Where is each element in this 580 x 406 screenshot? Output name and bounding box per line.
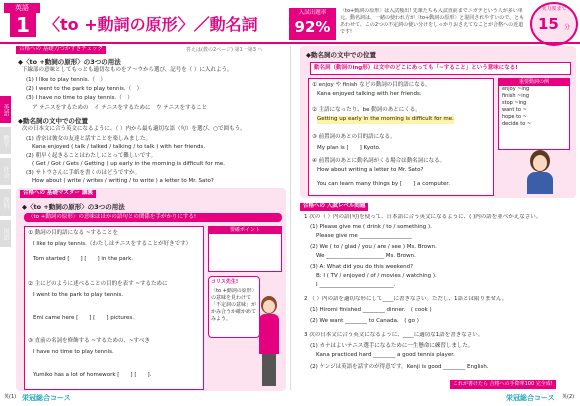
unit-number: 1	[10, 13, 36, 37]
example-line: ① enjoy や finish などの動詞の目的語になる。	[312, 82, 431, 88]
example-line: Tom started [ ] [ ] in the park.	[33, 256, 134, 262]
subject-tag: 英語	[4, 3, 40, 13]
right-brand: 栄冠総合コース	[506, 394, 555, 402]
page-footer	[0, 392, 580, 406]
q2-item: (1) 香奈は彼女の友達と話すことを楽しみました。	[26, 136, 152, 142]
badge-unit: 分	[563, 24, 570, 31]
test-q2: 2 （ ）内の語を適切な形にして____に書きなさい。ただし、1語とは限りません。	[304, 296, 508, 302]
test-q3-item: (1) カナはよいテニス選手になるために一生懸命に練習しました。	[310, 343, 474, 349]
badge-top: 実力度まで	[541, 6, 567, 12]
point-banner: 〈to +動詞の原形〉の意味はほかの語句との関係を手がかりにする!	[24, 213, 282, 222]
test-item: (2) We ( to / glad / you / are / see ) Ms. Brown.	[310, 244, 437, 250]
example-line: I like to play tennis.（わたしはテニスをすることが好きです）	[33, 241, 192, 247]
sub-banner: 動名詞（動詞のing形）は文中のどこにあっても「~すること」という意味になる!	[310, 62, 571, 75]
verb-list-item: want to ~	[502, 107, 527, 113]
test-q2-item: (2) We want ________ to Canada. ( go )	[310, 318, 419, 324]
time-badge	[530, 2, 578, 46]
q2-item: How about ( write / writes / writing / to write ) a letter to Mr. Sato?	[32, 178, 214, 184]
q1-item: (3) I have no time to play tennis.（ ）	[26, 95, 133, 101]
left-page	[16, 46, 286, 391]
check-hint: 答えは(教の2ページ) 第1一第3 へ	[186, 47, 263, 53]
right-page-number: 英(2)	[562, 394, 575, 400]
test-item: Please give me ___________________	[316, 233, 412, 239]
example-line: I went to the park to play tennis.	[33, 292, 124, 298]
right-page	[300, 46, 576, 391]
header-bar	[0, 0, 580, 42]
q2-title: ◆動名詞の文中での位置	[18, 117, 88, 125]
example-box	[24, 226, 204, 390]
callout-text: 〈to +動詞の原形〉の意味を見わけて「不定詞の意味」がかみ合うか確かめてみよう。	[211, 288, 257, 322]
test-item: (1) Please give me ( drink / to / something ).	[310, 224, 432, 230]
example-line: Kana enjoyed talking with her friends.	[317, 91, 422, 97]
test-q2-item: (1) Hiromi finished ________ dinner. ( cook )	[310, 307, 432, 313]
example-line: ② 主語になったり、be 動詞のあとにくる。	[312, 107, 421, 113]
verb-list-item: decide to ~	[502, 121, 532, 127]
page-title: 〈to +動詞の原形〉／動名詞	[44, 15, 258, 34]
test-item: We _____________________ Ms. Brown.	[316, 253, 416, 259]
q1-instructions: 下線部の意味としてもっとも適切なものをア〜ウから選び、記号を（ ）に入れよう。	[22, 67, 233, 73]
tab-japanese[interactable]: 国語	[0, 220, 11, 247]
left-page-number: 英(1)	[4, 394, 17, 400]
test-q1: 1 次の（ ）内の語(句)を使って、日本語に合う英文になるように、( )内の語を並べかえなさい。	[304, 214, 542, 220]
student-illustration	[520, 150, 560, 194]
example-line: ③ 直前の名詞を修飾する ~するための、~すべき	[28, 338, 150, 344]
verb-list-item: enjoy ~ing	[502, 86, 530, 92]
example-line: Getting up early in the morning is difficult for me.	[317, 116, 454, 122]
example-line: Emi came here [ ] [ ] pictures.	[33, 315, 135, 321]
q1-title: ◆〈to +動詞の原形〉の3つの用法	[18, 58, 121, 66]
example-line: I have no time to play tennis.	[33, 349, 114, 355]
master-label: 合格への 基礎マスター 講義	[20, 190, 96, 198]
verb-list-item: finish ~ing	[502, 93, 529, 99]
left-brand: 栄冠総合コース	[22, 394, 71, 402]
example-line: ③ 前置詞のあとの目的語になる。	[312, 134, 396, 140]
example-line: ① 動詞の目的語になる ~することを	[28, 230, 119, 236]
test-item: (3) A: What did you do this weekend?	[310, 264, 414, 270]
tab-english[interactable]: 英語	[0, 96, 11, 123]
rate-label: 入試出題率	[298, 10, 327, 16]
example-line: ② 主にどのように述べることの目的を表す ~するために	[28, 281, 168, 287]
tab-social[interactable]: 社会	[0, 158, 11, 185]
tip-title: 要確ポイント	[209, 227, 281, 234]
tip-box	[208, 226, 282, 272]
verb-list-title: 重要動詞の例	[499, 79, 569, 86]
verb-list-box	[498, 78, 570, 150]
example-line: How about writing a letter to Mr. Sato?	[317, 167, 424, 173]
q2-item: ( Get / Got / Gets / Getting ) up early in the morning is difficult for me.	[32, 161, 225, 167]
teacher-illustration	[256, 296, 282, 386]
q1-choices: ア テニスをするための イ テニスをするために ウ テニスをすること	[32, 105, 208, 111]
spine	[290, 46, 291, 390]
q1-item: (2) I went to the park to play tennis.（ ）	[26, 86, 143, 92]
badge-num: 15	[538, 15, 559, 33]
side-tabs	[0, 96, 12, 256]
verb-list-item: hope to ~	[502, 114, 527, 120]
section1-title: ◆〈to +動詞の原形〉の3つの用法	[22, 203, 125, 211]
tab-science[interactable]: 理科	[0, 189, 11, 216]
q2-item: Kana enjoyed ( talk / talked / talking / to talk ) with her friends.	[32, 144, 206, 150]
q2-item: (2) 朝早く起きることはわたしにとって難しいです。	[26, 153, 156, 159]
header-rule	[0, 42, 580, 44]
q2-instructions: 次の日本文に合う英文になるように、（ ）内から最も適切な語（句）を選び、○で囲もう。	[22, 126, 246, 132]
verb-list-item: stop ~ing	[502, 100, 527, 106]
example-line: Yumiko has a lot of homework [ ] [ ].	[33, 372, 152, 378]
section2-title: ◆動名詞の文中での位置	[306, 51, 376, 59]
q2-item: (3) サトウさんに手紙を書くのはどうですか。	[26, 170, 141, 176]
test-q3: 3 次の日本文に合う英文になるように、____に適切な1語を書きなさい。	[304, 332, 484, 338]
example-line: You can learn many things by [ ] a computer.	[317, 181, 450, 187]
q1-item: (1) I like to play tennis.（ ）	[26, 77, 106, 83]
example-line: ④ 前置詞のあとに動名詞がくる場合は動名詞になる。	[312, 158, 446, 164]
right-example-box	[308, 78, 494, 196]
lecture-panel	[16, 188, 286, 391]
tab-math[interactable]: 数学	[0, 127, 11, 154]
test-q3-item: (2) ケンジは英語を話すのが得意です。Kenji is good ________ English.	[310, 364, 489, 370]
test-item: B: I ( TV / enjoyed / of / movies / watching ).	[316, 273, 437, 279]
callout-bubble	[208, 276, 260, 338]
right-top-panel	[300, 46, 576, 198]
intro-text: 〈to+動詞の原形〉は入試頻出! 先輩たちも入試直前までニガテという人が多い単元。動名詞は、一緒の使われ方が〈to+動詞の原形〉と混同されやすいので、ともあわせて、この2つの不定詞の使い分けをしっかりおさえてなことが合格への近道です!	[340, 8, 525, 35]
test-q3-item: Kana practiced hard ________ a good tennis player.	[316, 352, 455, 358]
check-label: 合格への 基礎力つかずきチェック	[16, 46, 106, 54]
callout-title: コリス先生!	[211, 279, 239, 285]
rate-value: 92%	[294, 18, 331, 36]
test-label: 合格への 入試レベル問題	[300, 203, 368, 211]
footer-tag: これが書けたら 合格への手際率100 完全成!	[450, 380, 556, 389]
rate-box	[289, 8, 336, 40]
test-item: I ___________________________.	[316, 282, 396, 288]
example-line: My plan is [ ] Kyoto.	[317, 145, 381, 151]
